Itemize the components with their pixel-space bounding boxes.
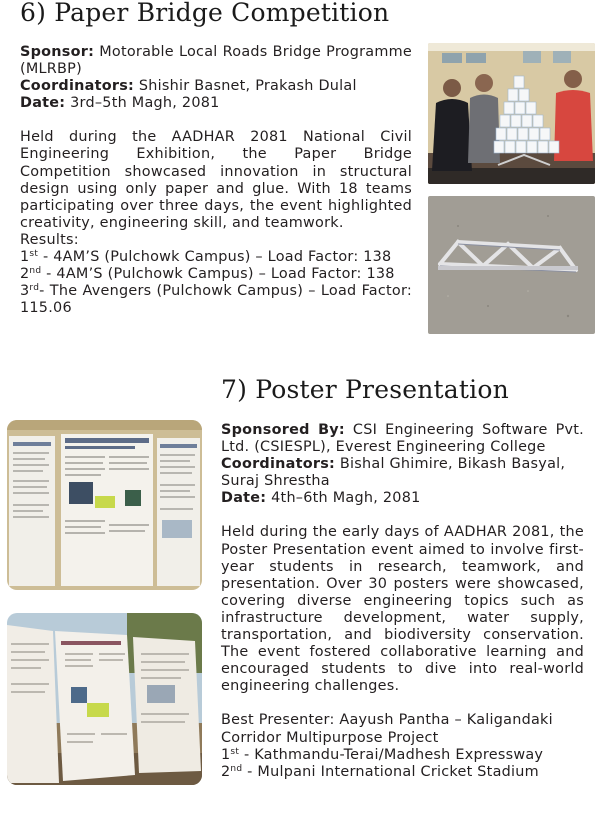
posters-wall-photo [7,420,202,590]
section-7-description: Held during the early days of AADHAR 2081, the Poster Presentation event aimed to involve first-year students in research, teamwork, and presentation. Over 30 posters were showcased, covering diverse engineering topics such as infrastructure development, water supply, transportation, and biodiversity conservation. The event fostered collaborative learning and encouraged students to dive into real-world engineering challenges. [221,524,584,695]
best-presenter: Best Presenter: Aayush Pantha – Kaligandaki Corridor Multipurpose Project [221,712,553,746]
result-item: 1st - Kathmandu-Terai/Madhesh Expressway [221,746,544,763]
sponsor-line [20,44,412,78]
coordinators-value: Bishal Ghimire, Bikash Basyal, Suraj Shrestha [221,456,566,490]
date-label: Date: [221,490,267,507]
result-item: 2nd - 4AM’S (Pulchowk Campus) – Load Factor: 138 [20,266,395,283]
section-6-description: Held during the AADHAR 2081 National Civil Engineering Exhibition, the Paper Bridge Competition showcased innovation in structural design using only paper and glue. With 18 teams participating over three days, the event highlighted creativity, engineering skill, and teamwork. [20,129,412,231]
date-line [221,490,584,507]
coordinators-value: Shishir Basnet, Prakash Dulal [138,78,357,95]
result-item: 1st - 4AM’S (Pulchowk Campus) – Load Factor: 138 [20,249,392,266]
sponsor-value: Motorable Local Roads Bridge Programme (MLRBP) [20,44,412,78]
section-6-body [20,44,412,317]
results-label: Results: [20,231,79,248]
date-value: 4th–6th Magh, 2081 [271,490,421,507]
date-value: 3rd–5th Magh, 2081 [70,95,220,112]
result-item: 3rd- The Avengers (Pulchowk Campus) – Load Factor: 115.06 [20,283,412,317]
date-line [20,95,412,112]
sponsored-by-value: CSI Engineering Software Pvt. Ltd. (CSIESPL), Everest Engineering College [221,422,584,456]
team-bridge-photo [428,43,595,184]
sponsored-by-line [221,422,584,456]
coordinators-label: Coordinators: [221,456,336,473]
section-7-title: 7) Poster Presentation [221,375,509,404]
coordinators-label: Coordinators: [20,78,135,95]
posters-outdoor-photo [7,613,202,785]
result-item: 2nd - Mulpani International Cricket Stadium [221,763,539,780]
section-7-body [221,422,584,781]
paper-bridge-photo [428,196,595,334]
sponsored-by-label: Sponsored By: [221,422,345,438]
date-label: Date: [20,95,66,112]
section-6-title: 6) Paper Bridge Competition [20,0,390,27]
coordinators-line [20,78,412,95]
sponsor-label: Sponsor: [20,44,95,60]
coordinators-line [221,456,584,490]
